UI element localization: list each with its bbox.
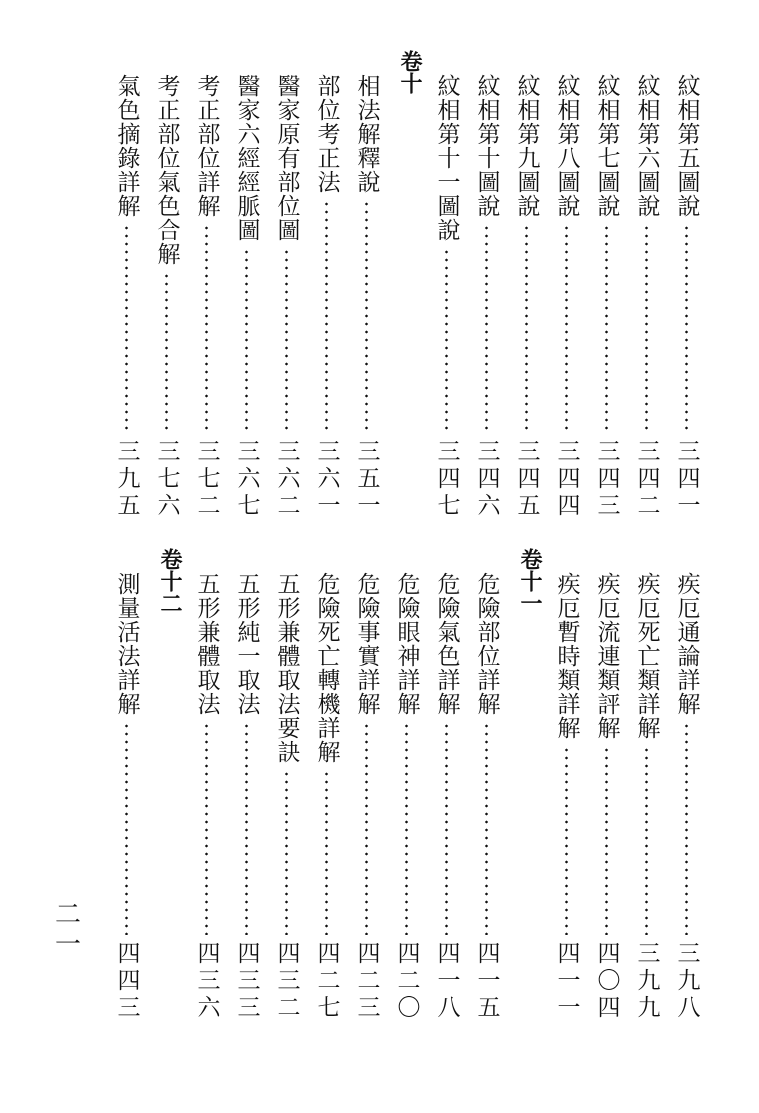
toc-entry[interactable] bbox=[268, 74, 304, 520]
toc-entry[interactable] bbox=[308, 572, 344, 1022]
leader-dots bbox=[645, 746, 648, 935]
toc-entry[interactable] bbox=[628, 572, 664, 1022]
entry-page: 三五一 bbox=[353, 439, 380, 520]
leader-dots bbox=[325, 200, 328, 433]
leader-dots bbox=[125, 722, 128, 935]
entry-page: 三六七 bbox=[233, 439, 260, 520]
leader-dots bbox=[125, 224, 128, 433]
entry-title: 危險眼神詳解 bbox=[393, 572, 420, 716]
toc-entry[interactable] bbox=[668, 74, 704, 520]
entry-title: 醫家原有部位圖 bbox=[273, 74, 300, 242]
toc-entry[interactable] bbox=[628, 74, 664, 520]
entry-page: 三七二 bbox=[193, 439, 220, 520]
toc-entry[interactable] bbox=[308, 74, 344, 520]
leader-dots bbox=[525, 224, 528, 433]
entry-title: 考正部位氣色合解 bbox=[153, 74, 180, 266]
entry-title: 五形兼體取法 bbox=[193, 572, 220, 716]
entry-title: 醫家六經經脈圖 bbox=[233, 74, 260, 242]
leader-dots bbox=[485, 224, 488, 433]
entry-title: 氣色摘錄詳解 bbox=[113, 74, 140, 218]
toc-entry[interactable] bbox=[348, 572, 384, 1022]
entry-title: 危險氣色詳解 bbox=[433, 572, 460, 716]
entry-title: 疾厄流連類評解 bbox=[593, 572, 620, 740]
leader-dots bbox=[645, 224, 648, 433]
toc-entry[interactable] bbox=[508, 74, 544, 520]
entry-page: 四〇四 bbox=[593, 941, 620, 1022]
toc-entry[interactable] bbox=[228, 74, 264, 520]
toc-entry[interactable] bbox=[548, 572, 584, 1022]
entry-title: 測量活法詳解 bbox=[113, 572, 140, 716]
toc-entry[interactable] bbox=[428, 572, 464, 1022]
entry-page: 三四一 bbox=[673, 439, 700, 520]
entry-title: 紋相第十一圖說 bbox=[433, 74, 460, 242]
page-number bbox=[48, 900, 84, 960]
entry-title: 五形兼體取法要訣 bbox=[273, 572, 300, 764]
entry-title: 五形純一取法 bbox=[233, 572, 260, 716]
entry-page: 三四六 bbox=[473, 439, 500, 520]
toc-entry[interactable] bbox=[348, 74, 384, 520]
toc-entry[interactable] bbox=[188, 74, 224, 520]
entry-page: 四二七 bbox=[313, 941, 340, 1022]
entry-page: 四一五 bbox=[473, 941, 500, 1022]
leader-dots bbox=[365, 722, 368, 935]
entry-page: 三四二 bbox=[633, 439, 660, 520]
leader-dots bbox=[205, 224, 208, 433]
leader-dots bbox=[445, 248, 448, 433]
leader-dots bbox=[285, 770, 288, 935]
entry-title: 紋相第六圖說 bbox=[633, 74, 660, 218]
leader-dots bbox=[685, 224, 688, 433]
volume-heading bbox=[152, 548, 188, 614]
entry-title: 紋相第七圖說 bbox=[593, 74, 620, 218]
entry-page: 四三二 bbox=[273, 941, 300, 1022]
entry-page: 三七六 bbox=[153, 439, 180, 520]
entry-page: 四一八 bbox=[433, 941, 460, 1022]
leader-dots bbox=[565, 746, 568, 935]
entry-page: 四一一 bbox=[553, 941, 580, 1022]
entry-page: 三九九 bbox=[633, 941, 660, 1022]
toc-entry[interactable] bbox=[188, 572, 224, 1022]
leader-dots bbox=[245, 722, 248, 935]
entry-title: 部位考正法 bbox=[313, 74, 340, 194]
entry-title: 疾厄通論詳解 bbox=[673, 572, 700, 716]
toc-entry[interactable] bbox=[468, 572, 504, 1022]
leader-dots bbox=[405, 722, 408, 935]
toc-entry[interactable] bbox=[548, 74, 584, 520]
leader-dots bbox=[245, 248, 248, 433]
toc-entry[interactable] bbox=[108, 572, 144, 1022]
entry-page: 四三三 bbox=[233, 941, 260, 1022]
toc-entry[interactable] bbox=[588, 572, 624, 1022]
toc-entry[interactable] bbox=[468, 74, 504, 520]
leader-dots bbox=[565, 224, 568, 433]
toc-entry[interactable] bbox=[588, 74, 624, 520]
leader-dots bbox=[285, 248, 288, 433]
toc-entry[interactable] bbox=[108, 74, 144, 520]
leader-dots bbox=[605, 746, 608, 935]
entry-title: 考正部位詳解 bbox=[193, 74, 220, 218]
leader-dots bbox=[205, 722, 208, 935]
entry-page: 四二〇 bbox=[393, 941, 420, 1022]
entry-title: 相法解釋說 bbox=[353, 74, 380, 194]
volume-heading bbox=[512, 548, 548, 614]
entry-title: 紋相第十圖說 bbox=[473, 74, 500, 218]
toc-entry[interactable] bbox=[228, 572, 264, 1022]
entry-page: 三六二 bbox=[273, 439, 300, 520]
toc-entry[interactable] bbox=[668, 572, 704, 1022]
entry-title: 危險死亡轉機詳解 bbox=[313, 572, 340, 764]
entry-page: 四三六 bbox=[193, 941, 220, 1022]
volume-label: 卷十二 bbox=[157, 548, 183, 614]
leader-dots bbox=[445, 722, 448, 935]
entry-title: 危險部位詳解 bbox=[473, 572, 500, 716]
leader-dots bbox=[485, 722, 488, 935]
leader-dots bbox=[325, 770, 328, 935]
leader-dots bbox=[165, 272, 168, 433]
entry-page: 三六一 bbox=[313, 439, 340, 520]
entry-page: 三九五 bbox=[113, 439, 140, 520]
entry-page: 四四三 bbox=[113, 941, 140, 1022]
leader-dots bbox=[605, 224, 608, 433]
entry-title: 疾厄死亡類詳解 bbox=[633, 572, 660, 740]
entry-title: 紋相第九圖說 bbox=[513, 74, 540, 218]
toc-entry[interactable] bbox=[148, 74, 184, 520]
entry-title: 危險事實詳解 bbox=[353, 572, 380, 716]
page-number-text: 二一 bbox=[50, 900, 81, 960]
entry-title: 紋相第五圖說 bbox=[673, 74, 700, 218]
entry-page: 三四三 bbox=[593, 439, 620, 520]
entry-page: 三四四 bbox=[553, 439, 580, 520]
toc-entry[interactable] bbox=[388, 572, 424, 1022]
entry-page: 三四五 bbox=[513, 439, 540, 520]
leader-dots bbox=[365, 200, 368, 433]
toc-entry[interactable] bbox=[268, 572, 304, 1022]
volume-heading bbox=[392, 50, 428, 94]
entry-title: 紋相第八圖說 bbox=[553, 74, 580, 218]
volume-label: 卷十 bbox=[397, 50, 423, 94]
volume-label: 卷十一 bbox=[517, 548, 543, 614]
entry-title: 疾厄暫時類詳解 bbox=[553, 572, 580, 740]
entry-page: 三四七 bbox=[433, 439, 460, 520]
entry-page: 三九八 bbox=[673, 941, 700, 1022]
entry-page: 四二三 bbox=[353, 941, 380, 1022]
leader-dots bbox=[685, 722, 688, 935]
toc-entry[interactable] bbox=[428, 74, 464, 520]
